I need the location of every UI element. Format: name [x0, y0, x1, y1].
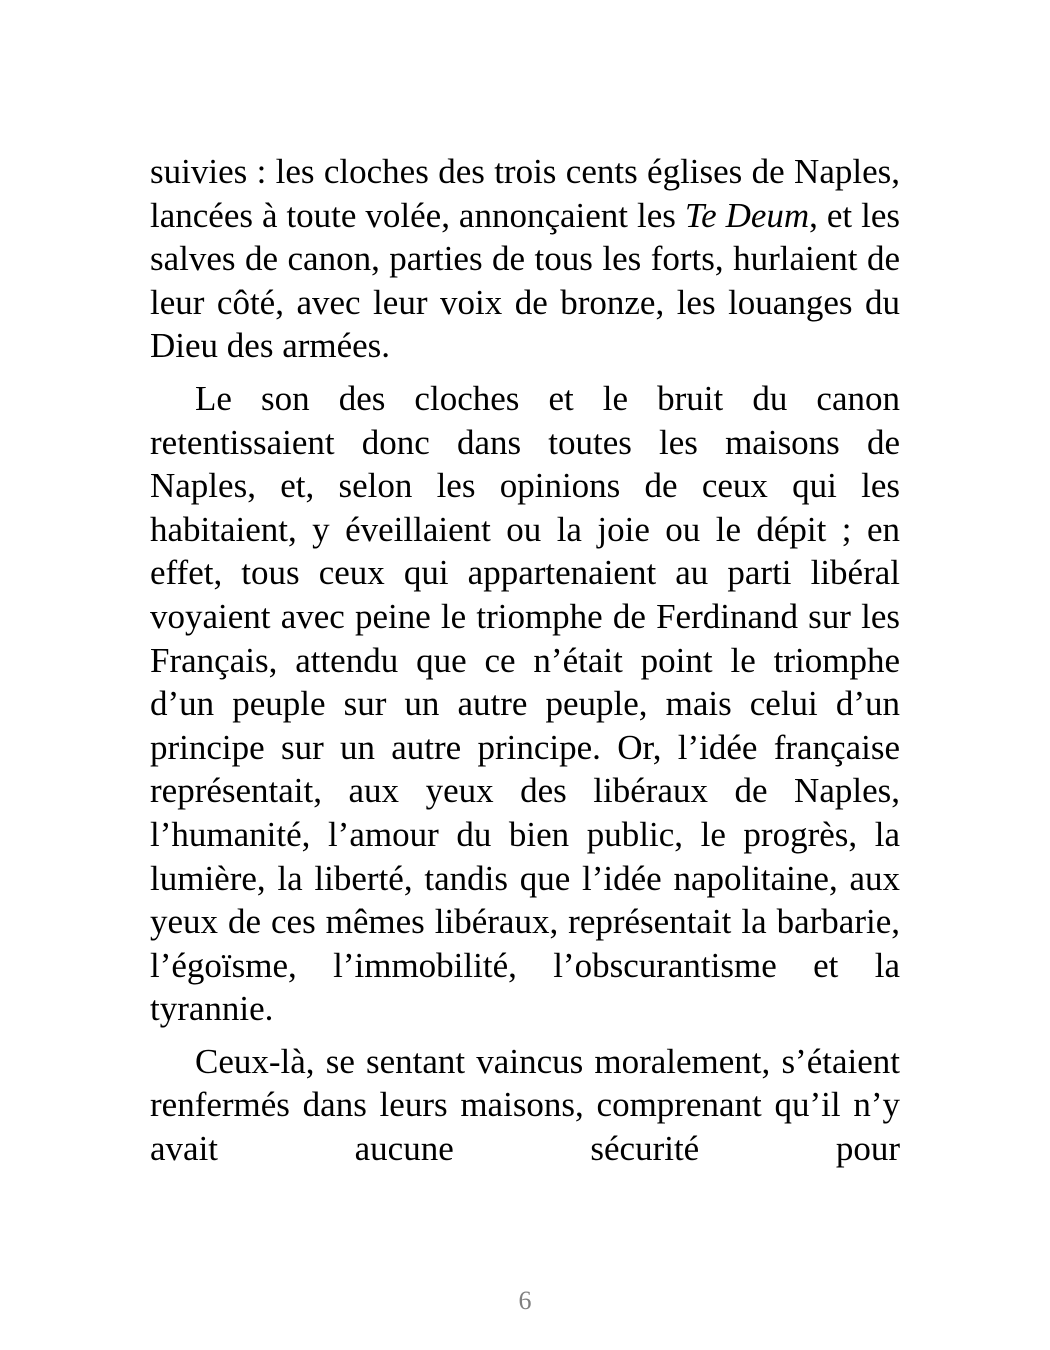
paragraph-1-italic-te-deum: Te Deum [684, 195, 810, 235]
paragraph-2 [150, 377, 900, 1031]
page-body [150, 150, 900, 1180]
paragraph-3-text: Ceux-là, se sentant vaincus moralement, s’étaient renfermés dans leurs maisons, comprenant qu’il n’y avait aucune sécurité pour [150, 1041, 900, 1169]
paragraph-3 [150, 1040, 900, 1171]
page-number: 6 [518, 1286, 532, 1315]
paragraph-1 [150, 150, 900, 368]
paragraph-1-text-1: suivies : les cloches des trois cents églises de Naples, lancées à toute volée, annonçaient les [150, 152, 900, 235]
paragraph-1-text-2: , et les salves de canon, parties de tous les forts, hurlaient de leur côté, avec leur voix de bronze, les louanges du Dieu des armées. [150, 195, 900, 366]
paragraph-2-text: Le son des cloches et le bruit du canon retentissaient donc dans toutes les maisons de Naples, et, selon les opinions de ceux qui les habitaient, y éveillaient ou la joie ou le dépit ; en effet, tous ceux qui appartenaient au parti libéral voyaient avec peine le triomphe de Ferdinand sur les Français, attendu que ce n’était point le triomphe d’un peuple sur un autre peuple, mais celui d’un principe sur un autre principe. Or, l’idée française représentait, aux yeux des libéraux de Naples, l’humanité, l’amour du bien public, le progrès, la lumière, la liberté, tandis que l’idée napolitaine, aux yeux de ces mêmes libéraux, représentait la barbarie, l’égoïsme, l’immobilité, l’obscurantisme et la tyrannie. [150, 378, 900, 1029]
